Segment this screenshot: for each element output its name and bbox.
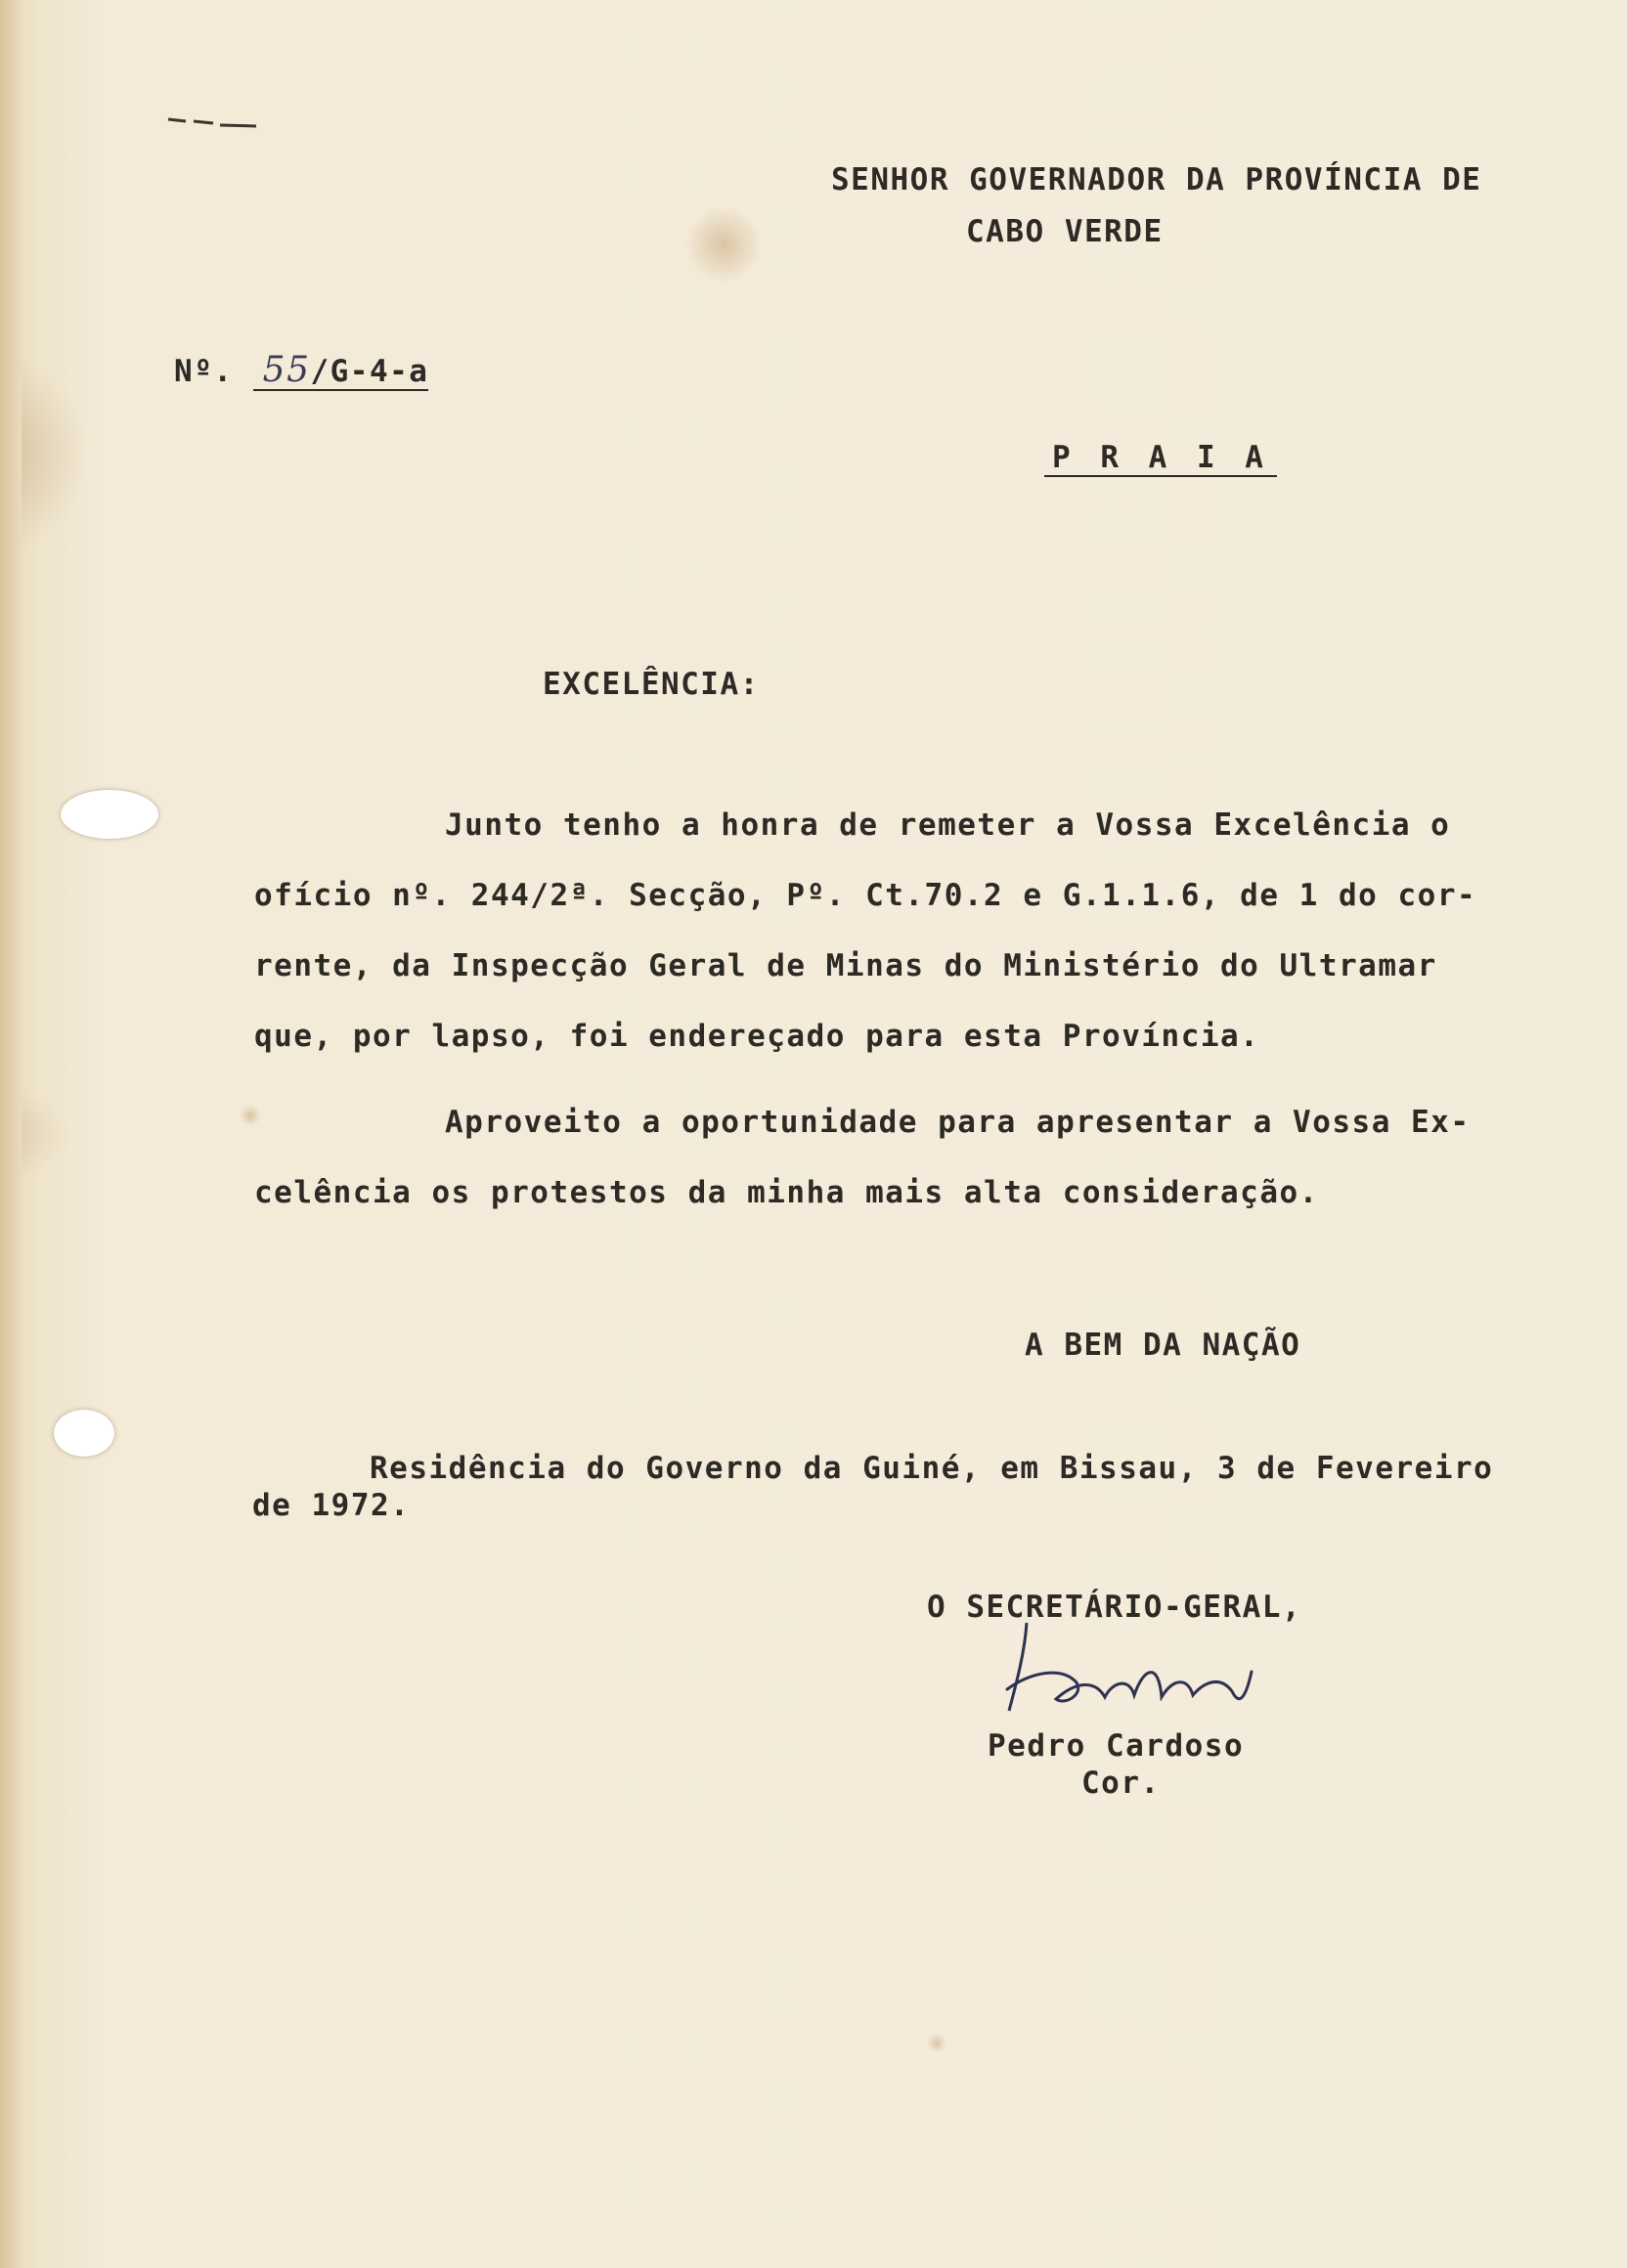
body-paragraph-1-line-2: ofício nº. 244/2ª. Secção, Pº. Ct.70.2 e G.1.1.6, de 1 do cor-	[254, 878, 1477, 913]
punch-hole-top	[61, 790, 158, 839]
punch-hole-bottom	[54, 1410, 114, 1457]
handwritten-signature	[988, 1613, 1281, 1721]
paper-edge	[0, 0, 22, 2268]
closing-formula: A BEM DA NAÇÃO	[1025, 1328, 1301, 1363]
stain-mark	[684, 205, 763, 284]
body-paragraph-2-line-2: celência os protestos da minha mais alta consideração.	[254, 1175, 1319, 1210]
body-paragraph-1-line-1: Junto tenho a honra de remeter a Vossa Excelência o	[445, 807, 1451, 843]
corner-pen-mark	[166, 113, 264, 133]
destination-city: P R A I A	[1044, 440, 1277, 477]
body-paragraph-1-line-3: rente, da Inspecção Geral de Minas do Ministério do Ultramar	[254, 948, 1437, 983]
salutation: EXCELÊNCIA:	[543, 667, 760, 702]
addressee-line-2: CABO VERDE	[966, 214, 1164, 249]
signatory-rank: Cor.	[1081, 1766, 1161, 1801]
body-paragraph-2-line-1: Aproveito a oportunidade para apresentar a Vossa Ex-	[445, 1105, 1471, 1140]
stain-mark	[927, 2033, 946, 2053]
body-paragraph-1-line-4: que, por lapso, foi endereçado para esta Província.	[254, 1019, 1260, 1054]
place-date-line-2: de 1972.	[252, 1488, 411, 1523]
signatory-title: O SECRETÁRIO-GERAL,	[927, 1590, 1302, 1625]
signatory-name: Pedro Cardoso	[988, 1728, 1245, 1764]
reference-prefix: Nº.	[174, 354, 234, 389]
reference-suffix: /G-4-a	[310, 354, 429, 389]
place-date-line-1: Residência do Governo da Guiné, em Bissau, 3 de Fevereiro	[370, 1451, 1494, 1486]
reference-code	[253, 350, 429, 391]
handwritten-number: 55	[262, 350, 311, 390]
reference-number	[174, 350, 428, 390]
addressee-line-1: SENHOR GOVERNADOR DA PROVÍNCIA DE	[831, 162, 1482, 197]
stain-mark	[240, 1105, 261, 1126]
